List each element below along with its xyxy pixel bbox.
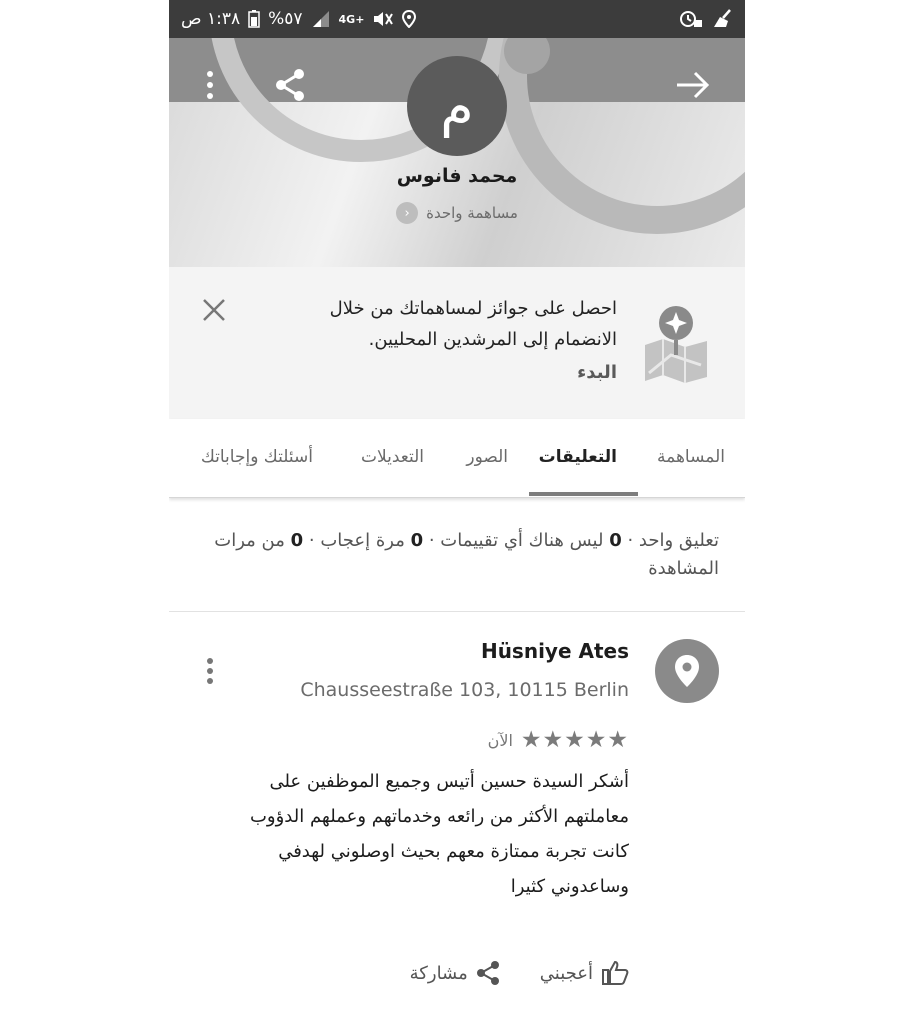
share-button[interactable] <box>410 960 500 986</box>
review-time: الآن <box>487 730 513 750</box>
phone-screen <box>169 0 745 1024</box>
contributions-count: مساهمة واحدة <box>426 204 518 222</box>
battery-percent: %٥٧ <box>268 9 303 29</box>
alarm-lock-icon <box>679 9 703 29</box>
signal-icon <box>311 11 331 27</box>
like-button[interactable] <box>540 960 629 986</box>
battery-icon <box>248 10 260 28</box>
local-guides-promo <box>169 267 745 419</box>
tab-questions-answers[interactable]: أسئلتك وإجاباتك <box>200 447 313 467</box>
reviewed-place-name[interactable]: Hüsniye Ates <box>480 639 629 663</box>
status-right <box>679 9 733 29</box>
tab-contribute[interactable]: المساهمة <box>657 447 725 467</box>
place-pin-icon[interactable] <box>655 639 719 703</box>
avatar[interactable]: م <box>407 56 507 156</box>
network-type: 4G+ <box>338 12 365 26</box>
review-stats: تعليق واحد · 0 ليس هناك أي تقييمات · 0 مرة إعجاب · 0 من مرات المشاهدة <box>214 530 719 579</box>
stat-ratings-count: 0 <box>609 530 622 551</box>
stat-views-label: من مرات المشاهدة <box>214 530 719 579</box>
close-icon[interactable] <box>201 297 227 323</box>
star-rating: ★★★★★ <box>520 727 629 753</box>
clean-icon <box>711 9 733 29</box>
stat-ratings-label: ليس هناك أي تقييمات <box>440 530 604 551</box>
stat-views-count: 0 <box>290 530 304 551</box>
tab-edits[interactable]: التعديلات <box>360 447 424 467</box>
more-vert-icon[interactable] <box>205 657 215 689</box>
more-vert-icon[interactable] <box>205 70 215 104</box>
active-tab-indicator <box>529 492 638 496</box>
share-icon <box>476 960 500 986</box>
stat-reviews: تعليق واحد <box>638 530 719 551</box>
thumb-up-icon <box>601 960 629 986</box>
chevron-left-icon: ‹ <box>396 202 418 224</box>
status-time: ١:٣٨ ص <box>181 9 241 29</box>
stat-likes-count: 0 <box>410 530 424 551</box>
review-text: أشكر السيدة حسين أتيس وجميع الموظفين على معاملتهم الأكثر من رائعه وخدماتهم وعملهم الدؤوب كانت تجربة ممتازة معهم بحيث اوصلوني لهدفي وساعدوني كثيرا <box>249 771 629 897</box>
reviewed-place-address: Chausseestraße 103, 10115 Berlin <box>300 679 629 701</box>
divider <box>169 611 745 612</box>
profile-tabs <box>169 419 745 498</box>
status-left <box>181 9 416 29</box>
tab-reviews[interactable]: التعليقات <box>538 447 617 467</box>
like-label: أعجبني <box>539 962 593 984</box>
status-bar <box>169 0 745 38</box>
map-guide-icon <box>641 303 711 387</box>
promo-text: احصل على جوائز لمساهماتك من خلال الانضمام إلى المرشدين المحليين. <box>329 298 617 350</box>
location-icon <box>402 10 416 28</box>
stat-likes-label: مرة إعجاب <box>320 530 405 551</box>
share-label: مشاركة <box>409 962 468 984</box>
tab-photos[interactable]: الصور <box>466 447 508 467</box>
start-button[interactable]: البدء <box>577 362 617 383</box>
review-rating <box>488 727 629 753</box>
review-actions <box>410 960 629 986</box>
profile-name: محمد فانوس <box>396 165 518 187</box>
arrow-icon[interactable] <box>675 70 711 104</box>
profile-header <box>169 38 745 267</box>
contributions-link[interactable] <box>169 202 745 224</box>
share-icon[interactable] <box>273 68 307 106</box>
mute-icon <box>372 10 394 28</box>
